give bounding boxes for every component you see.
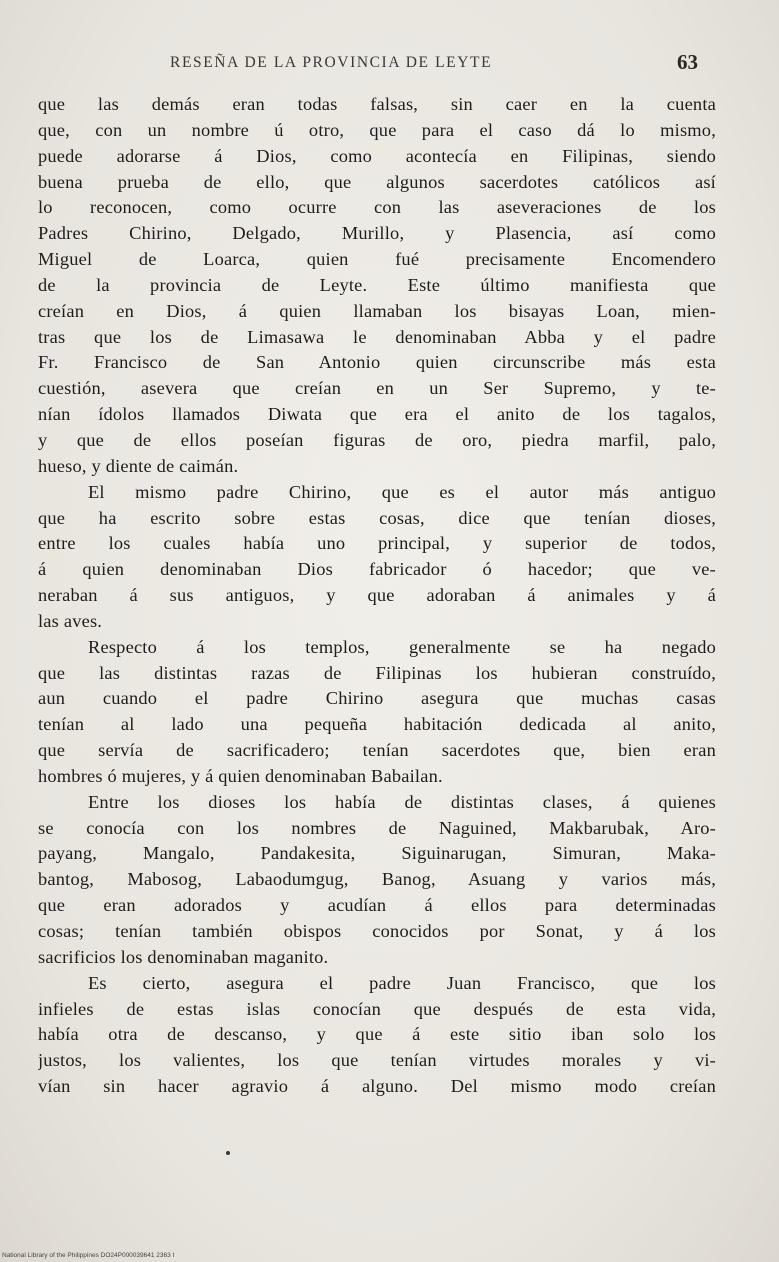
text-line: buena prueba de ello, que algunos sacerdotes católicos así bbox=[38, 171, 716, 192]
text-line: entre los cuales había uno principal, y superior de todos, bbox=[38, 533, 716, 554]
text-line: que las demás eran todas falsas, sin caer en la cuenta bbox=[38, 94, 716, 114]
text-line: que servía de sacrificadero; tenían sacerdotes que, bien eran bbox=[38, 740, 716, 761]
text-line: hueso, y diente de caimán. bbox=[38, 455, 239, 476]
page-number: 63 bbox=[677, 50, 698, 74]
text-line: de la provincia de Leyte. Este último manifiesta que bbox=[38, 274, 716, 295]
text-line: las aves. bbox=[38, 610, 103, 631]
text-line: y que de ellos poseían figuras de oro, piedra marfil, palo, bbox=[38, 429, 716, 450]
text-line: Miguel de Loarca, quien fué precisamente Encomendero bbox=[38, 249, 716, 270]
text-line: nían ídolos llamados Diwata que era el anito de los tagalos, bbox=[38, 404, 716, 425]
text-line: que ha escrito sobre estas cosas, dice que tenían dioses, bbox=[38, 507, 716, 528]
text-line: tenían al lado una pequeña habitación dedicada al anito, bbox=[38, 714, 716, 735]
text-line: á quien denominaban Dios fabricador ó hacedor; que ve- bbox=[38, 559, 716, 580]
text-line: se conocía con los nombres de Naguined, Makbarubak, Aro- bbox=[38, 817, 716, 838]
text-line: lo reconocen, como ocurre con las aseveraciones de los bbox=[38, 197, 716, 218]
text-line: aun cuando el padre Chirino asegura que muchas casas bbox=[38, 688, 716, 709]
page-header bbox=[60, 50, 700, 80]
running-head: RESEÑA DE LA PROVINCIA DE LEYTE bbox=[170, 54, 493, 71]
text-line: Padres Chirino, Delgado, Murillo, y Plasencia, así como bbox=[38, 223, 716, 244]
text-line: que, con un nombre ú otro, que para el caso dá lo mismo, bbox=[38, 119, 716, 140]
text-line: neraban á sus antiguos, y que adoraban á animales y á bbox=[38, 585, 716, 606]
text-line: El mismo padre Chirino, que es el autor más antiguo bbox=[88, 481, 716, 502]
text-line: bantog, Mabosog, Labaodumgug, Banog, Asuang y varios más, bbox=[38, 869, 716, 890]
text-line: creían en Dios, á quien llamaban los bisayas Loan, mien- bbox=[38, 300, 716, 321]
text-line: sacrificios los denominaban maganito. bbox=[38, 946, 329, 967]
text-line: infieles de estas islas conocían que después de esta vida, bbox=[38, 998, 716, 1019]
text-line: justos, los valientes, los que tenían virtudes morales y vi- bbox=[38, 1050, 716, 1071]
text-line: que las distintas razas de Filipinas los hubieran construído, bbox=[38, 662, 716, 683]
text-line: había otra de descanso, y que á este sitio iban solo los bbox=[38, 1024, 716, 1045]
text-line: payang, Mangalo, Pandakesita, Siguinarugan, Simuran, Maka- bbox=[38, 843, 716, 864]
body-text bbox=[38, 92, 716, 1100]
text-line: cuestión, asevera que creían en un Ser Supremo, y te- bbox=[38, 378, 716, 399]
text-line: Entre los dioses los había de distintas clases, á quienes bbox=[88, 791, 716, 812]
text-line: tras que los de Limasawa le denominaban Abba y el padre bbox=[38, 326, 716, 347]
text-line: puede adorarse á Dios, como acontecía en Filipinas, siendo bbox=[38, 145, 716, 166]
text-line: vían sin hacer agravio á alguno. Del mismo modo creían bbox=[38, 1076, 716, 1097]
text-line: cosas; tenían también obispos conocidos por Sonat, y á los bbox=[38, 921, 716, 941]
text-line: hombres ó mujeres, y á quien denominaban Babailan. bbox=[38, 765, 443, 786]
text-line: Respecto á los templos, generalmente se ha negado bbox=[88, 636, 716, 657]
library-watermark: National Library of the Philippines DO24P000039641 2363 I bbox=[2, 1252, 175, 1259]
text-line: Fr. Francisco de San Antonio quien circunscribe más esta bbox=[38, 352, 716, 373]
ink-speck bbox=[226, 1151, 230, 1155]
text-line: Es cierto, asegura el padre Juan Francisco, que los bbox=[88, 972, 716, 993]
text-line: que eran adorados y acudían á ellos para determinadas bbox=[38, 895, 716, 916]
